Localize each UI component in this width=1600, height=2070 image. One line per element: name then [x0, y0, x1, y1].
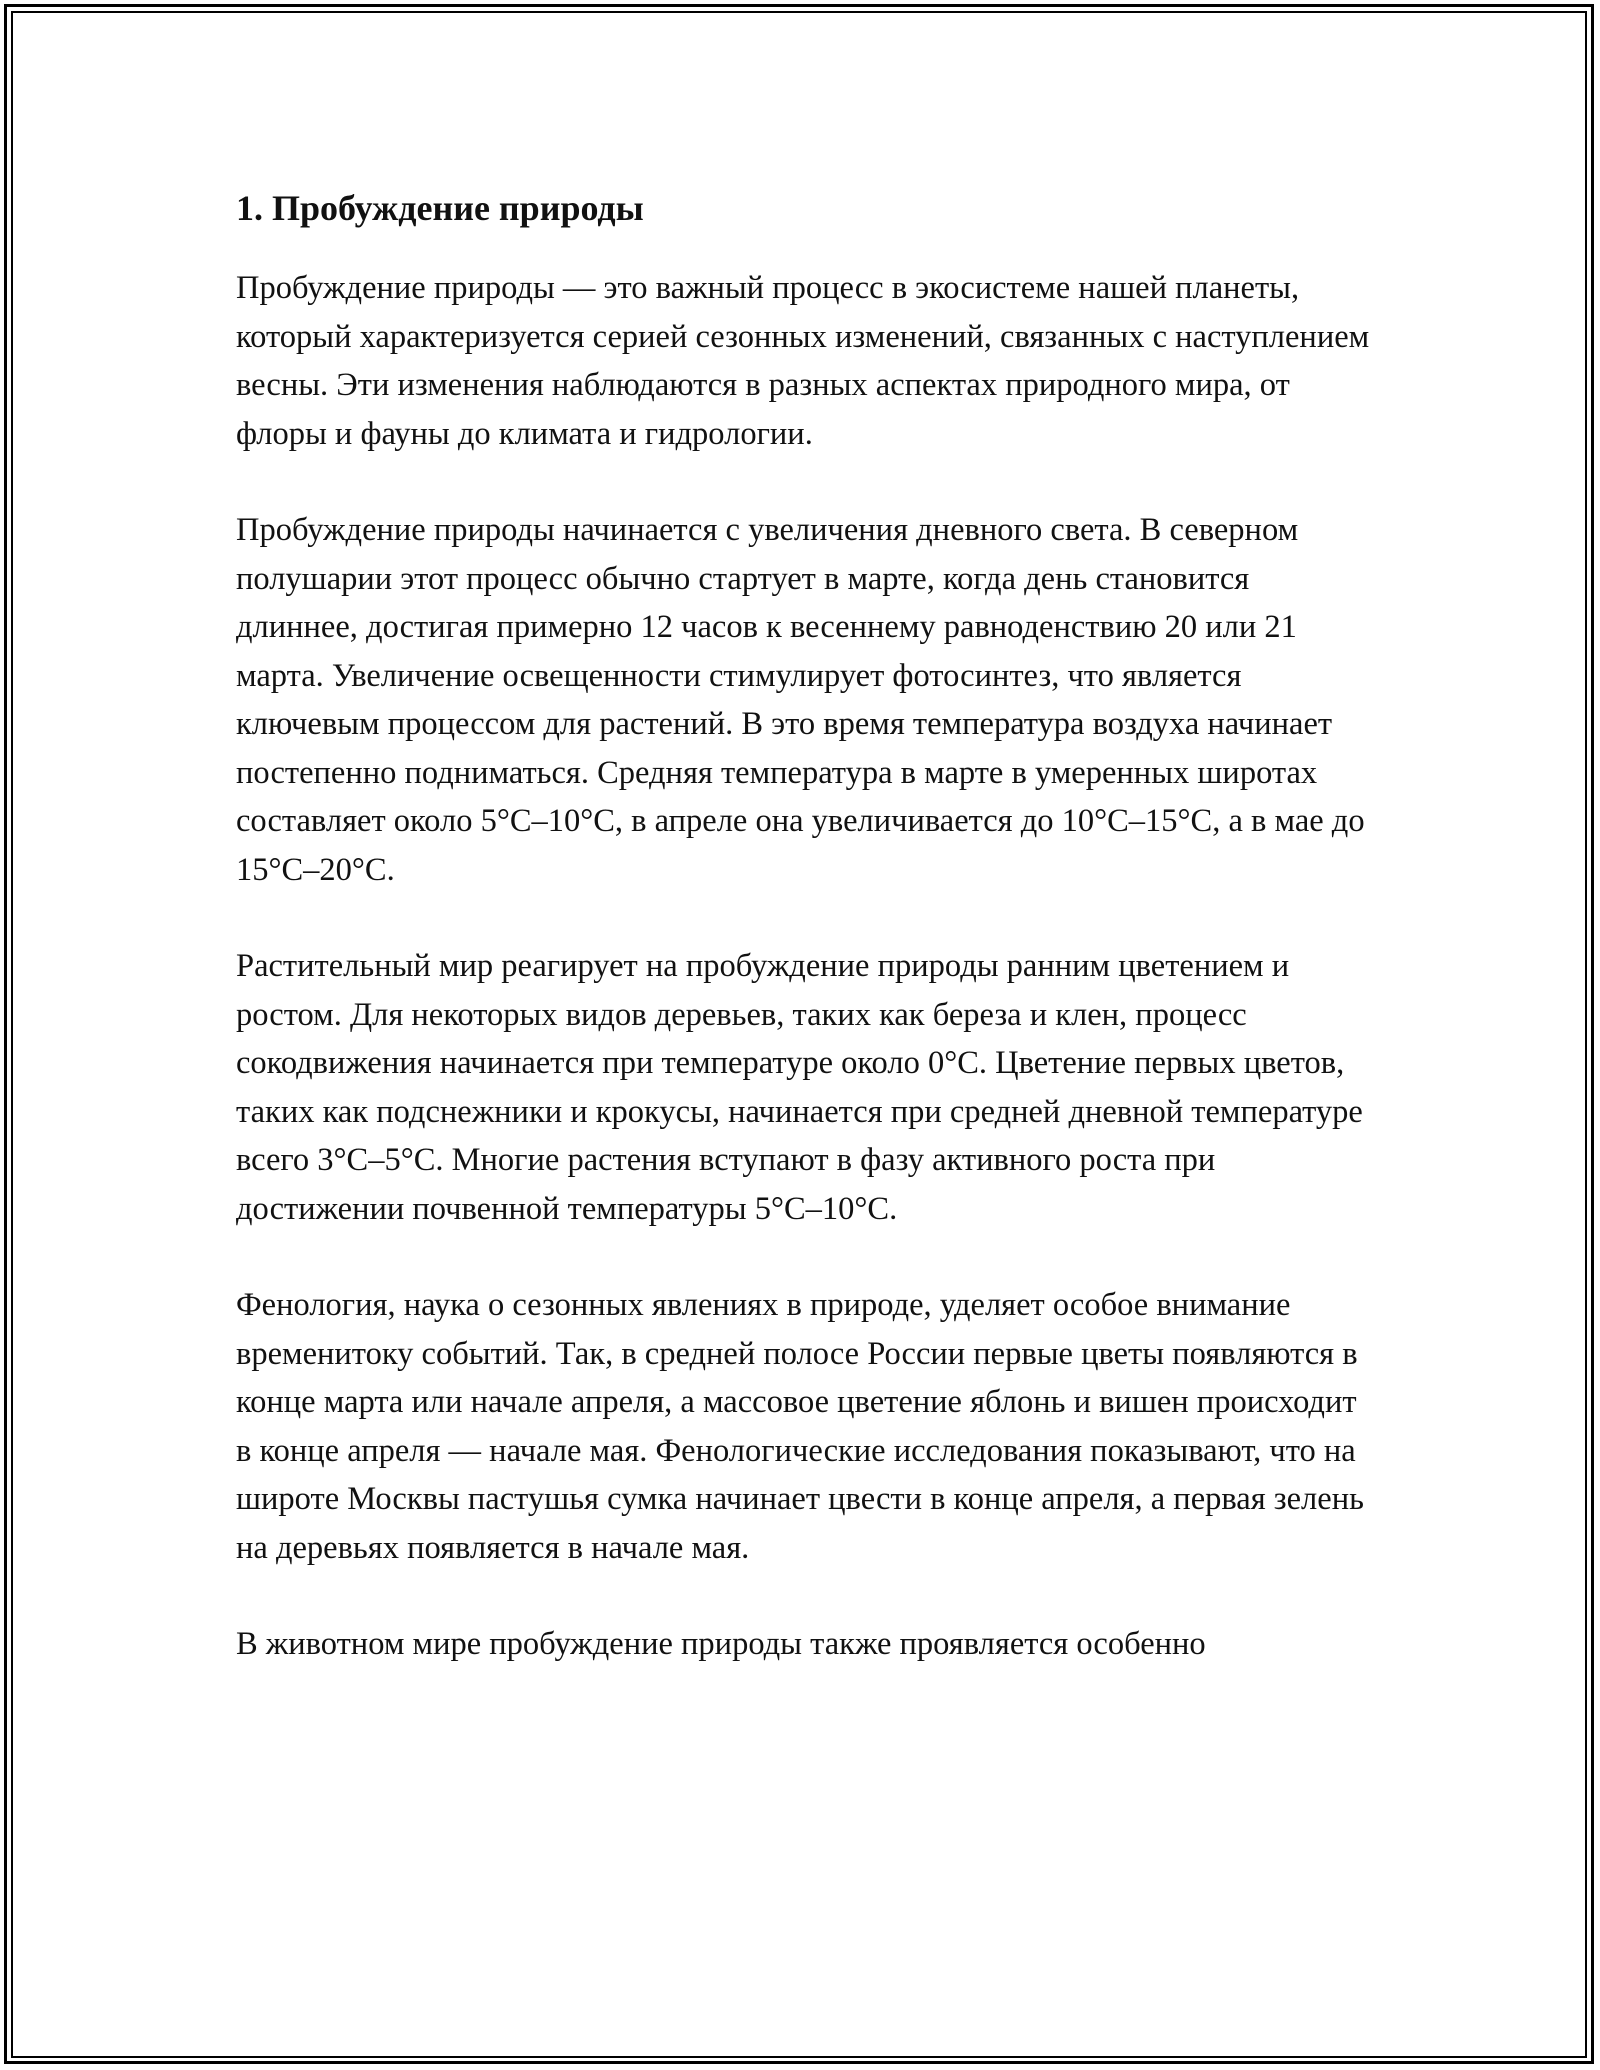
paragraph-5: В животном мире пробуждение природы также проявляется особенно [236, 1626, 1206, 1662]
document-body [236, 186, 1376, 1717]
paragraph-3: Растительный мир реагирует на пробуждение природы ранним цветением и ростом. Для некоторых видов деревьев, таких как береза и клен, процесс сокодвижения начинается при температуре около 0°C. Цветение первых цветов, таких как подснежники и крокусы, начинается при средней дневной температуре всего 3°C–5°C. Многие растения вступают в фазу активного роста при достижении почвенной температуры 5°C–10°C. [236, 948, 1363, 1227]
section-heading: 1. Пробуждение природы [236, 188, 644, 228]
paragraph-2: Пробуждение природы начинается с увеличения дневного света. В северном полушарии этот процесс обычно стартует в марте, когда день становится длиннее, достигая примерно 12 часов к весеннему равноденствию 20 или 21 марта. Увеличение освещенности стимулирует фотосинтез, что является ключевым процессом для растений. В это время температура воздуха начинает постепенно подниматься. Средняя температура в марте в умеренных широтах составляет около 5°C–10°C, в апреле она увеличивается до 10°C–15°C, а в мае до 15°C–20°C. [236, 512, 1365, 888]
paragraph-1: Пробуждение природы — это важный процесс в экосистеме нашей планеты, который характеризуется серией сезонных изменений, связанных с наступлением весны. Эти изменения наблюдаются в разных аспектах природного мира, от флоры и фауны до климата и гидрологии. [236, 270, 1370, 452]
paragraph-4: Фенология, наука о сезонных явлениях в природе, уделяет особое внимание временитоку событий. Так, в средней полосе России первые цветы появляются в конце марта или начале апреля, а массовое цветение яблонь и вишен происходит в конце апреля — начале мая. Фенологические исследования показывают, что на широте Москвы пастушья сумка начинает цвести в конце апреля, а первая зелень на деревьях появляется в начале мая. [236, 1287, 1364, 1566]
